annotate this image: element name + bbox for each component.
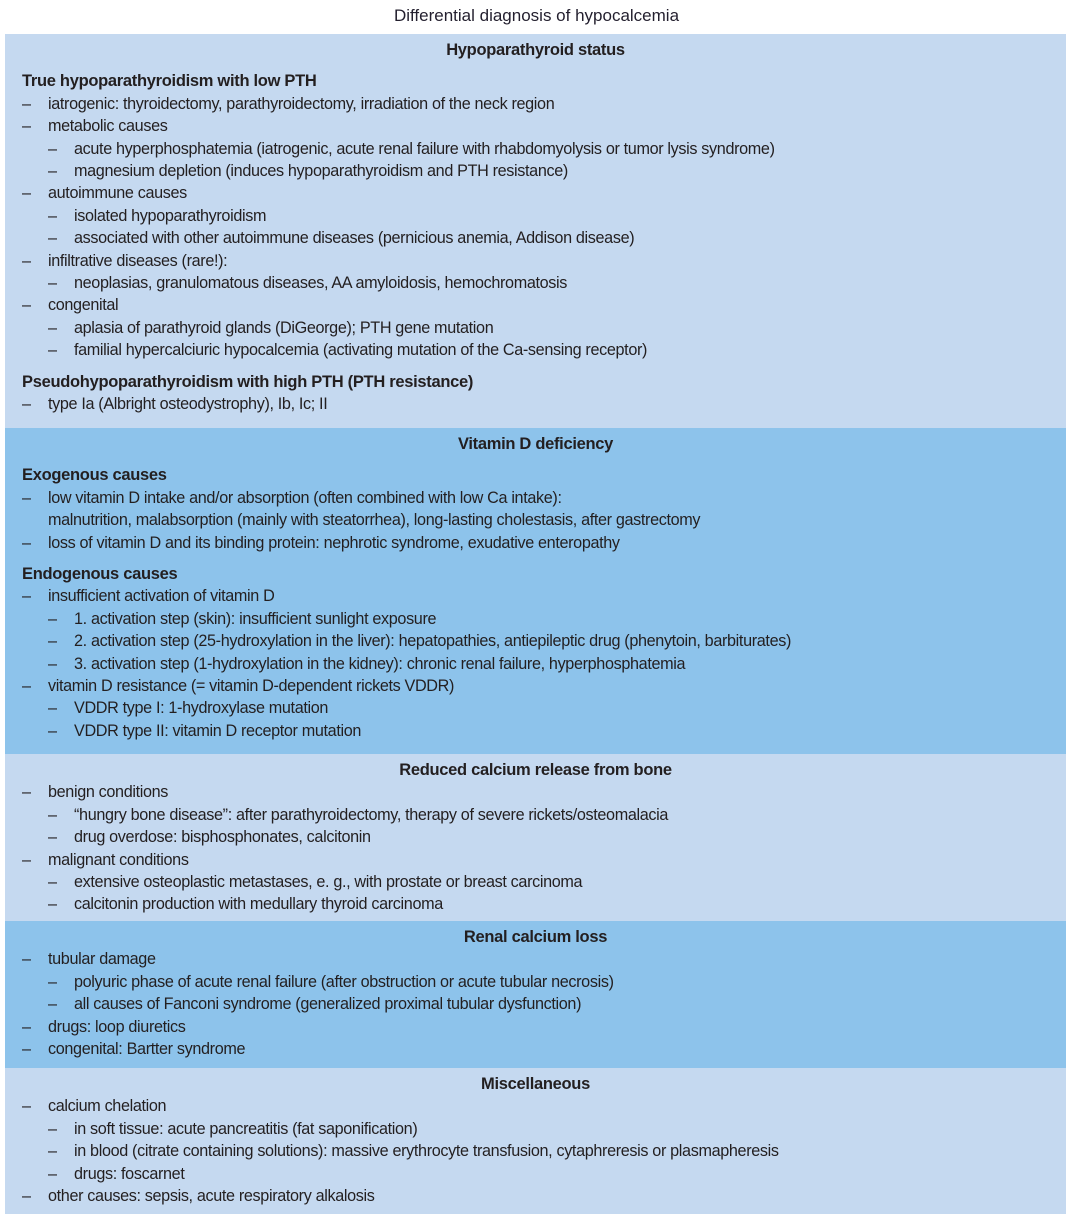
item-text: 3. activation step (1-hydroxylation in the kidney): chronic renal failure, hyperphosphatemia — [74, 654, 686, 673]
section-vitamin-d-deficiency — [5, 428, 1066, 754]
sub-list-item — [5, 826, 1066, 848]
bullet-dash: – — [22, 184, 31, 203]
item-text: iatrogenic: thyroidectomy, parathyroidectomy, irradiation of the neck region — [48, 94, 555, 113]
bullet-dash: – — [48, 318, 57, 337]
bullet-dash: – — [48, 995, 57, 1014]
bullet-dash: – — [48, 895, 57, 914]
sub-list-item — [5, 804, 1066, 826]
list-item — [5, 849, 1066, 871]
bullet-dash: – — [22, 533, 31, 552]
item-text: neoplasias, granulomatous diseases, AA amyloidosis, hemochromatosis — [74, 274, 568, 293]
item-text: malignant conditions — [48, 850, 189, 869]
bullet-dash: – — [22, 251, 31, 270]
item-text: metabolic causes — [48, 117, 168, 136]
bullet-dash: – — [48, 873, 57, 892]
list-item — [5, 393, 1066, 415]
bullet-dash: – — [48, 972, 57, 991]
item-list — [5, 93, 1066, 362]
list-item — [5, 487, 1066, 509]
bullet-dash: – — [48, 274, 57, 293]
bullet-dash: – — [48, 1119, 57, 1138]
item-list — [5, 393, 1066, 415]
list-item — [5, 585, 1066, 607]
sub-list-item — [5, 205, 1066, 227]
sub-list-item — [5, 630, 1066, 652]
item-list — [5, 781, 1066, 915]
table-title: Differential diagnosis of hypocalcemia — [393, 6, 680, 25]
bullet-dash: – — [48, 654, 57, 673]
item-text: acute hyperphosphatemia (iatrogenic, acute renal failure with rhabdomyolysis or tumor lysis syndrome) — [74, 139, 775, 158]
section-heading: Miscellaneous — [481, 1075, 590, 1093]
list-item — [5, 93, 1066, 115]
sub-list-item — [5, 720, 1066, 742]
list-item — [5, 294, 1066, 316]
bullet-dash: – — [22, 1097, 31, 1116]
sub-list-item — [5, 697, 1066, 719]
item-list — [5, 948, 1066, 1060]
bullet-dash: – — [48, 632, 57, 651]
bullet-dash: – — [48, 341, 57, 360]
bullet-dash: – — [22, 117, 31, 136]
list-item — [5, 250, 1066, 272]
item-text: tubular damage — [48, 950, 156, 969]
sub-list-item — [5, 871, 1066, 893]
item-text: in blood (citrate containing solutions): massive erythrocyte transfusion, cytaphreresis or plasmapheresis — [74, 1142, 779, 1161]
item-text: drugs: foscarnet — [74, 1164, 185, 1183]
sub-list-item — [5, 653, 1066, 675]
diagnosis-table — [5, 34, 1066, 1214]
sub-list-item — [5, 317, 1066, 339]
sub-list-item — [5, 1140, 1066, 1162]
section-heading: Hypoparathyroid status — [446, 41, 625, 59]
item-text: in soft tissue: acute pancreatitis (fat saponification) — [74, 1119, 418, 1138]
item-list — [5, 585, 1066, 742]
sub-list-item — [5, 272, 1066, 294]
bullet-dash: – — [48, 206, 57, 225]
sub-list-item — [5, 227, 1066, 249]
item-text: infiltrative diseases (rare!): — [48, 251, 228, 270]
item-text: drugs: loop diuretics — [48, 1017, 186, 1036]
list-item-continuation — [5, 509, 1066, 531]
bullet-dash: – — [22, 1187, 31, 1206]
list-item — [5, 1095, 1066, 1117]
section-renal-calcium-loss — [5, 921, 1066, 1068]
item-text: insufficient activation of vitamin D — [48, 587, 275, 606]
item-text: aplasia of parathyroid glands (DiGeorge); PTH gene mutation — [74, 318, 494, 337]
section-heading: Reduced calcium release from bone — [399, 761, 672, 779]
list-item — [5, 781, 1066, 803]
bullet-dash: – — [48, 162, 57, 181]
subheading: Pseudohypoparathyroidism with high PTH (PTH resistance) — [22, 372, 474, 391]
bullet-dash: – — [48, 1142, 57, 1161]
subheading: True hypoparathyroidism with low PTH — [22, 72, 317, 91]
sub-list-item — [5, 893, 1066, 915]
item-text: loss of vitamin D and its binding protein: nephrotic syndrome, exudative enteropathy — [48, 533, 620, 552]
bullet-dash: – — [22, 783, 31, 802]
item-text: 2. activation step (25-hydroxylation in the liver): hepatopathies, antiepileptic drug (phenytoin, barbiturates) — [74, 632, 791, 651]
bullet-dash: – — [48, 609, 57, 628]
item-list — [5, 1095, 1066, 1207]
subheading: Exogenous causes — [22, 466, 167, 485]
section-hypoparathyroid-status — [5, 34, 1066, 428]
item-text: magnesium depletion (induces hypoparathyroidism and PTH resistance) — [74, 162, 568, 181]
item-list — [5, 487, 1066, 554]
item-text: malnutrition, malabsorption (mainly with steatorrhea), long-lasting cholestasis, after gastrectomy — [48, 511, 701, 530]
bullet-dash: – — [22, 587, 31, 606]
list-item — [5, 1185, 1066, 1207]
bullet-dash: – — [48, 139, 57, 158]
bullet-dash: – — [48, 699, 57, 718]
bullet-dash: – — [22, 395, 31, 414]
bullet-dash: – — [22, 677, 31, 696]
sub-list-item — [5, 993, 1066, 1015]
item-text: other causes: sepsis, acute respiratory alkalosis — [48, 1187, 375, 1206]
section-heading: Vitamin D deficiency — [457, 435, 614, 453]
list-item — [5, 1038, 1066, 1060]
bullet-dash: – — [22, 94, 31, 113]
bullet-dash: – — [22, 488, 31, 507]
item-text: low vitamin D intake and/or absorption (often combined with low Ca intake): — [48, 488, 562, 507]
sub-list-item — [5, 138, 1066, 160]
bullet-dash: – — [48, 805, 57, 824]
bullet-dash: – — [22, 950, 31, 969]
sub-list-item — [5, 608, 1066, 630]
item-text: all causes of Fanconi syndrome (generalized proximal tubular dysfunction) — [74, 995, 582, 1014]
item-text: extensive osteoplastic metastases, e. g., with prostate or breast carcinoma — [74, 873, 583, 892]
item-text: autoimmune causes — [48, 184, 187, 203]
list-item — [5, 182, 1066, 204]
item-text: benign conditions — [48, 783, 169, 802]
list-item — [5, 948, 1066, 970]
sub-list-item — [5, 1163, 1066, 1185]
item-text: drug overdose: bisphosphonates, calcitonin — [74, 828, 371, 847]
item-text: 1. activation step (skin): insufficient sunlight exposure — [74, 609, 437, 628]
bullet-dash: – — [22, 296, 31, 315]
list-item — [5, 675, 1066, 697]
bullet-dash: – — [48, 229, 57, 248]
section-heading: Renal calcium loss — [463, 928, 608, 946]
item-text: isolated hypoparathyroidism — [74, 206, 267, 225]
item-text: “hungry bone disease”: after parathyroidectomy, therapy of severe rickets/osteomalacia — [74, 805, 669, 824]
item-text: familial hypercalciuric hypocalcemia (activating mutation of the Ca-sensing receptor) — [74, 341, 648, 360]
sub-list-item — [5, 339, 1066, 361]
list-item — [5, 532, 1066, 554]
bullet-dash: – — [22, 1017, 31, 1036]
sub-list-item — [5, 1118, 1066, 1140]
list-item — [5, 115, 1066, 137]
item-text: VDDR type II: vitamin D receptor mutation — [74, 721, 362, 740]
bullet-dash: – — [48, 721, 57, 740]
item-text: congenital: Bartter syndrome — [48, 1040, 246, 1059]
section-reduced-calcium-release — [5, 754, 1066, 921]
item-text: vitamin D resistance (= vitamin D-dependent rickets VDDR) — [48, 677, 455, 696]
list-item — [5, 1016, 1066, 1038]
bullet-dash: – — [48, 1164, 57, 1183]
section-miscellaneous — [5, 1068, 1066, 1214]
subheading: Endogenous causes — [22, 565, 178, 584]
bullet-dash: – — [48, 828, 57, 847]
item-text: VDDR type I: 1-hydroxylase mutation — [74, 699, 329, 718]
item-text: calcium chelation — [48, 1097, 167, 1116]
item-text: associated with other autoimmune diseases (pernicious anemia, Addison disease) — [74, 229, 635, 248]
bullet-dash: – — [22, 850, 31, 869]
sub-list-item — [5, 160, 1066, 182]
item-text: calcitonin production with medullary thyroid carcinoma — [74, 895, 443, 914]
sub-list-item — [5, 971, 1066, 993]
bullet-dash: – — [22, 1040, 31, 1059]
item-text: polyuric phase of acute renal failure (after obstruction or acute tubular necrosis) — [74, 972, 614, 991]
item-text: type Ia (Albright osteodystrophy), Ib, Ic; II — [48, 395, 328, 414]
item-text: congenital — [48, 296, 119, 315]
